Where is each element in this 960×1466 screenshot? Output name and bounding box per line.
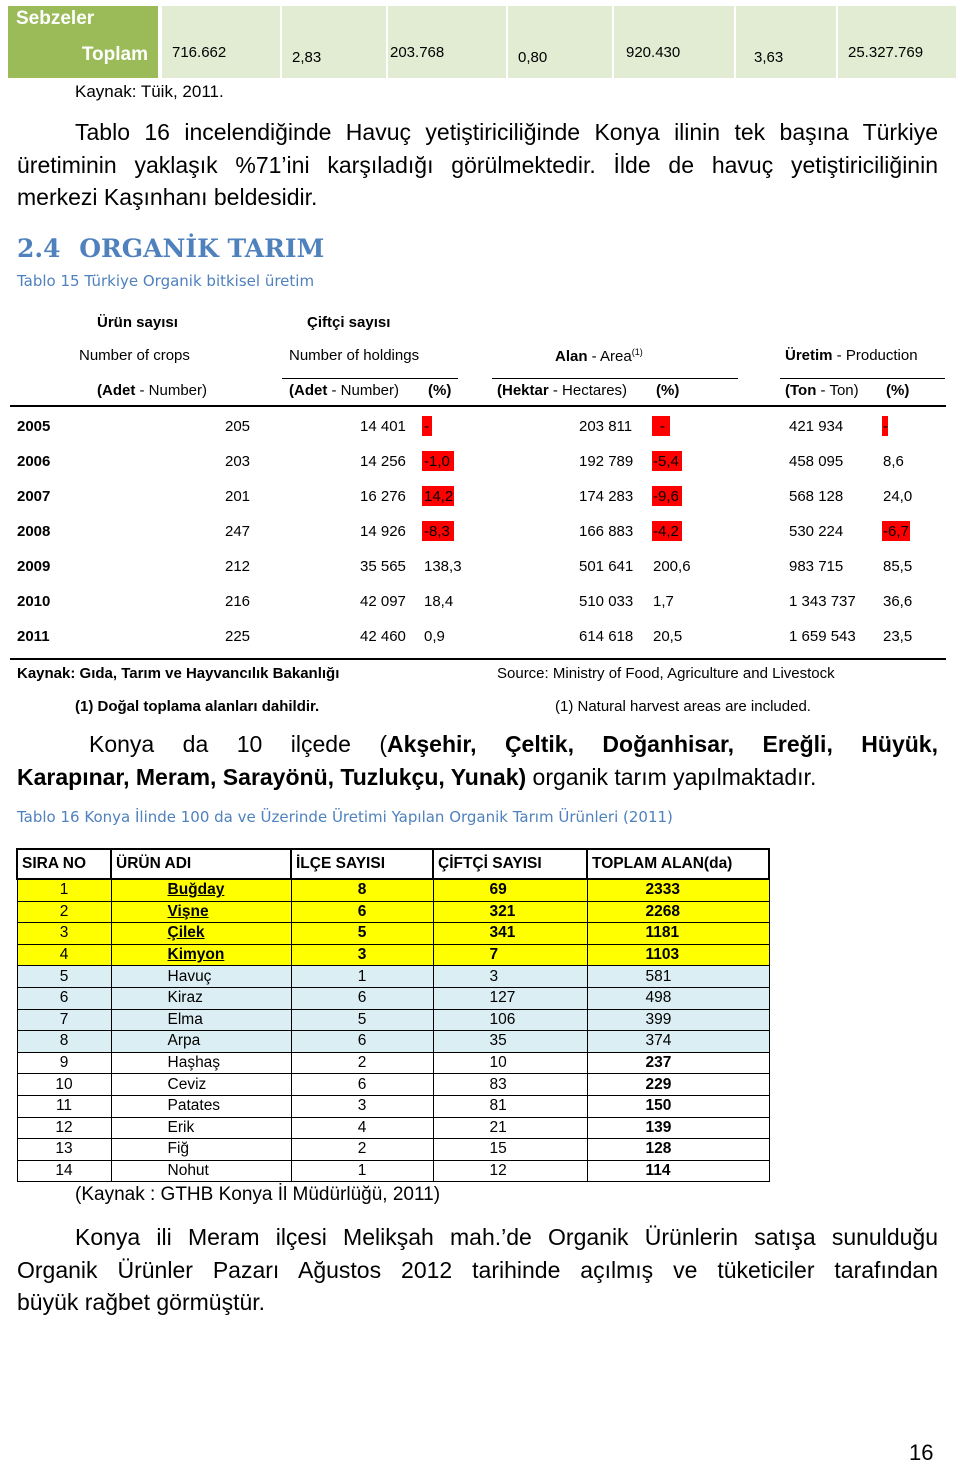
- header-rule: [780, 378, 945, 379]
- cell-ciftci: 127: [433, 987, 587, 1009]
- cell-crops: 216: [225, 593, 251, 610]
- paragraph-line: Organik Ürünler Pazarı Ağustos 2012 tarihinde açılmış ve tüketiciler tarafından: [17, 1256, 938, 1283]
- table-row: [17, 1052, 769, 1074]
- table15-source-en: Source: Ministry of Food, Agriculture and Livestock: [497, 665, 835, 682]
- cell-ciftci: 7: [433, 944, 587, 966]
- cell-ciftci: 106: [433, 1009, 587, 1031]
- cell-name: Nohut: [111, 1160, 291, 1182]
- header-farmers-tr: Çiftçi sayısı: [307, 314, 391, 331]
- cell-alan: 374: [587, 1031, 769, 1053]
- paragraph-line: Konya ili Meram ilçesi Melikşah mah.’de Organik Ürünlerin satışa sunulduğu: [75, 1224, 938, 1250]
- cell-crops: 203: [225, 453, 251, 470]
- cell-holdings: 35 565: [360, 558, 406, 575]
- header-crops-en: Number of crops: [79, 347, 190, 364]
- cell-production: 421 934: [789, 418, 844, 435]
- cell-pct1: -8,3: [424, 523, 450, 540]
- cell-no: 9: [17, 1052, 111, 1074]
- table15-note-tr: (1) Doğal toplama alanları dahildir.: [75, 698, 320, 715]
- unit-pct2: (%): [656, 382, 680, 399]
- cell-no: 14: [17, 1160, 111, 1182]
- cell-name: Vişne: [111, 901, 291, 923]
- cell-pct1: 0,9: [424, 628, 445, 645]
- table-row: [17, 901, 769, 923]
- cell-ilce: 6: [291, 1031, 433, 1053]
- paragraph-line: Tablo 16 incelendiğinde Havuç yetiştiriciliğinde Konya ilinin tek başına Türkiye: [75, 119, 938, 145]
- table-row: [17, 987, 769, 1009]
- header-rule: [492, 378, 738, 379]
- cell-alan: 128: [587, 1139, 769, 1161]
- table-row: [17, 1031, 769, 1053]
- veg-total-label: Toplam: [81, 44, 148, 65]
- cell-ciftci: 12: [433, 1160, 587, 1182]
- unit-pct3: (%): [886, 382, 910, 399]
- unit-crops: (Adet - Number): [97, 382, 208, 399]
- cell-no: 2: [17, 901, 111, 923]
- cell-year: 2008: [17, 523, 51, 540]
- cell-area: 203 811: [579, 418, 633, 435]
- table-16: [16, 848, 770, 1182]
- cell-pct3: 23,5: [883, 628, 913, 645]
- cell-name: Patates: [111, 1095, 291, 1117]
- cell-pct3: 24,0: [883, 488, 913, 505]
- cell-alan: 1103: [587, 944, 769, 966]
- cell-name: Arpa: [111, 1031, 291, 1053]
- table15-source-tr: Kaynak: Gıda, Tarım ve Hayvancılık Bakanlığı: [17, 665, 340, 682]
- cell-production: 530 224: [789, 523, 844, 540]
- header-farmers-en: Number of holdings: [289, 347, 420, 364]
- cell-crops: 205: [225, 418, 251, 435]
- cell-pct2: -4,2: [653, 523, 679, 540]
- cell-alan: 581: [587, 966, 769, 988]
- section-number: 2.4: [17, 234, 61, 263]
- header-production: Üretim - Production: [785, 347, 918, 364]
- cell-pct2: 20,5: [653, 628, 683, 645]
- cell-name: Kiraz: [111, 987, 291, 1009]
- header-cell: TOPLAM ALAN(da): [587, 849, 769, 879]
- header-cell: SIRA NO: [17, 849, 111, 879]
- cell-name: Fiğ: [111, 1139, 291, 1161]
- cell-ilce: 5: [291, 923, 433, 945]
- unit-area: (Hektar - Hectares): [497, 382, 628, 399]
- cell-pct1: 18,4: [424, 593, 454, 610]
- table-row: [17, 923, 769, 945]
- header-bottom-rule: [10, 405, 946, 407]
- cell-no: 3: [17, 923, 111, 945]
- cell-year: 2009: [17, 558, 51, 575]
- veg-total-cell: [8, 36, 158, 78]
- section-title: ORGANİK TARIM: [79, 234, 325, 263]
- table-row: [17, 1160, 769, 1182]
- cell-name: Haşhaş: [111, 1052, 291, 1074]
- paragraph-line: merkezi Kaşınhanı beldesidir.: [17, 184, 318, 210]
- cell-holdings: 16 276: [360, 488, 406, 505]
- cell-ciftci: 3: [433, 966, 587, 988]
- paragraph-line: Karapınar, Meram, Sarayönü, Tuzlukçu, Yunak) organik tarım yapılmaktadır.: [17, 763, 817, 790]
- table-row: [17, 966, 769, 988]
- cell-production: 1 659 543: [789, 628, 856, 645]
- table16-caption: Tablo 16 Konya İlinde 100 da ve Üzerinde Üretimi Yapılan Organik Tarım Ürünleri (2011): [17, 808, 673, 826]
- cell-area: 192 789: [579, 453, 634, 470]
- table-bottom-rule: [10, 658, 946, 660]
- cell-ciftci: 10: [433, 1052, 587, 1074]
- header-cell: ÜRÜN ADI: [111, 849, 291, 879]
- cell-ilce: 2: [291, 1139, 433, 1161]
- cell-no: 13: [17, 1139, 111, 1161]
- cell-alan: 150: [587, 1095, 769, 1117]
- cell-holdings: 14 926: [360, 523, 406, 540]
- cell-alan: 2333: [587, 879, 769, 901]
- cell-name: Erik: [111, 1117, 291, 1139]
- cell-pct2: -9,6: [653, 488, 679, 505]
- cell-pct2: 200,6: [653, 558, 691, 575]
- header-area: Alan - Area$^{(1)}$: [555, 347, 643, 365]
- cell-alan: 139: [587, 1117, 769, 1139]
- cell-no: 4: [17, 944, 111, 966]
- veg-total-value: 920.430: [626, 44, 681, 61]
- cell-alan: 1181: [587, 923, 769, 945]
- cell-production: 458 095: [789, 453, 844, 470]
- veg-total-bg: [736, 36, 838, 78]
- cell-pct2: -5,4: [653, 453, 679, 470]
- cell-ilce: 3: [291, 1095, 433, 1117]
- veg-total-value: 0,80: [518, 49, 548, 66]
- table-row: [17, 944, 769, 966]
- cell-ciftci: 15: [433, 1139, 587, 1161]
- header-cell: İLÇE SAYISI: [291, 849, 433, 879]
- cell-pct1: 14,2: [424, 488, 454, 505]
- table-row: [17, 1009, 769, 1031]
- cell-production: 568 128: [789, 488, 844, 505]
- veg-total-value: 25.327.769: [848, 44, 924, 61]
- veg-total-value: 203.768: [390, 44, 445, 61]
- cell-alan: 237: [587, 1052, 769, 1074]
- cell-year: 2007: [17, 488, 51, 505]
- cell-crops: 212: [225, 558, 251, 575]
- cell-pct2: -: [660, 418, 665, 435]
- cell-no: 12: [17, 1117, 111, 1139]
- cell-alan: 114: [587, 1160, 769, 1182]
- veg-total-value: 716.662: [172, 44, 227, 61]
- cell-no: 8: [17, 1031, 111, 1053]
- cell-no: 11: [17, 1095, 111, 1117]
- paragraph-line: büyük rağbet görmüştür.: [17, 1289, 266, 1315]
- cell-holdings: 14 401: [360, 418, 406, 435]
- cell-area: 510 033: [579, 593, 634, 610]
- cell-name: Buğday: [111, 879, 291, 901]
- cell-holdings: 42 460: [360, 628, 406, 645]
- paragraph-1: [17, 116, 938, 214]
- cell-ilce: 3: [291, 944, 433, 966]
- table-row: [17, 1117, 769, 1139]
- table15-caption: Tablo 15 Türkiye Organik bitkisel üretim: [17, 272, 315, 290]
- cell-pct3: 36,6: [883, 593, 913, 610]
- cell-crops: 225: [225, 628, 251, 645]
- cell-ilce: 2: [291, 1052, 433, 1074]
- cell-pct3: -: [883, 418, 888, 435]
- cell-alan: 399: [587, 1009, 769, 1031]
- cell-area: 174 283: [579, 488, 634, 505]
- table-header-row: [17, 849, 769, 879]
- cell-area: 166 883: [579, 523, 634, 540]
- cell-ilce: 6: [291, 901, 433, 923]
- cell-ciftci: 21: [433, 1117, 587, 1139]
- cell-no: 6: [17, 987, 111, 1009]
- cell-area: 501 641: [579, 558, 634, 575]
- cell-no: 5: [17, 966, 111, 988]
- paragraph-3: [17, 1221, 938, 1319]
- cell-name: Ceviz: [111, 1074, 291, 1096]
- cell-name: Kimyon: [111, 944, 291, 966]
- table-row: [17, 1095, 769, 1117]
- cell-ciftci: 83: [433, 1074, 587, 1096]
- cell-year: 2011: [17, 628, 50, 645]
- cell-no: 10: [17, 1074, 111, 1096]
- cell-ilce: 6: [291, 987, 433, 1009]
- cell-pct1: 138,3: [424, 558, 462, 575]
- paragraph-line: Konya da 10 ilçede (Akşehir, Çeltik, Doğanhisar, Ereğli, Hüyük,: [89, 731, 938, 757]
- cell-holdings: 14 256: [360, 453, 406, 470]
- paragraph-line: üretiminin yaklaşık %71’ini karşıladığı görülmektedir. İlde de havuç yetiştiriciliğinin: [17, 151, 938, 178]
- cell-no: 7: [17, 1009, 111, 1031]
- cell-crops: 201: [225, 488, 251, 505]
- paragraph-2: [17, 728, 938, 793]
- section-heading: [17, 234, 324, 263]
- cell-area: 614 618: [579, 628, 634, 645]
- cell-name: Havuç: [111, 966, 291, 988]
- cell-production: 983 715: [789, 558, 844, 575]
- cell-ciftci: 341: [433, 923, 587, 945]
- cell-pct1: -1,0: [424, 453, 450, 470]
- cell-ilce: 4: [291, 1117, 433, 1139]
- cell-no: 1: [17, 879, 111, 901]
- cell-alan: 2268: [587, 901, 769, 923]
- table16-source: (Kaynak : GTHB Konya İl Müdürlüğü, 2011): [75, 1184, 441, 1205]
- cell-pct3: 8,6: [883, 453, 904, 470]
- header-crops-tr: Ürün sayısı: [97, 314, 178, 331]
- cell-ciftci: 35: [433, 1031, 587, 1053]
- table-row: [17, 879, 769, 901]
- cell-year: 2006: [17, 453, 51, 470]
- cell-production: 1 343 737: [789, 593, 856, 610]
- cell-alan: 498: [587, 987, 769, 1009]
- veg-total-value: 2,83: [292, 49, 322, 66]
- table-row: [17, 1139, 769, 1161]
- cell-holdings: 42 097: [360, 593, 406, 610]
- veg-title: Sebzeler: [16, 8, 95, 29]
- header-cell: ÇİFTÇİ SAYISI: [433, 849, 587, 879]
- cell-ciftci: 321: [433, 901, 587, 923]
- cell-pct3: -6,7: [883, 523, 909, 540]
- cell-year: 2005: [17, 418, 51, 435]
- cell-ciftci: 69: [433, 879, 587, 901]
- cell-alan: 229: [587, 1074, 769, 1096]
- page-number: 16: [909, 1440, 934, 1465]
- header-rule: [282, 378, 458, 379]
- cell-ilce: 8: [291, 879, 433, 901]
- unit-production: (Ton - Ton): [785, 382, 859, 399]
- cell-pct1: -: [424, 418, 429, 435]
- cell-year: 2010: [17, 593, 51, 610]
- table15-note-en: (1) Natural harvest areas are included.: [555, 698, 811, 715]
- cell-pct2: 1,7: [653, 593, 674, 610]
- cell-ilce: 6: [291, 1074, 433, 1096]
- cell-pct3: 85,5: [883, 558, 913, 575]
- source-top: Kaynak: Tüik, 2011.: [75, 82, 224, 101]
- cell-ciftci: 81: [433, 1095, 587, 1117]
- cell-crops: 247: [225, 523, 251, 540]
- cell-ilce: 1: [291, 1160, 433, 1182]
- cell-name: Çilek: [111, 923, 291, 945]
- cell-name: Elma: [111, 1009, 291, 1031]
- unit-pct1: (%): [428, 382, 452, 399]
- cell-ilce: 1: [291, 966, 433, 988]
- unit-holdings: (Adet - Number): [289, 382, 400, 399]
- veg-total-value: 3,63: [754, 49, 784, 66]
- table-row: [17, 1074, 769, 1096]
- cell-ilce: 5: [291, 1009, 433, 1031]
